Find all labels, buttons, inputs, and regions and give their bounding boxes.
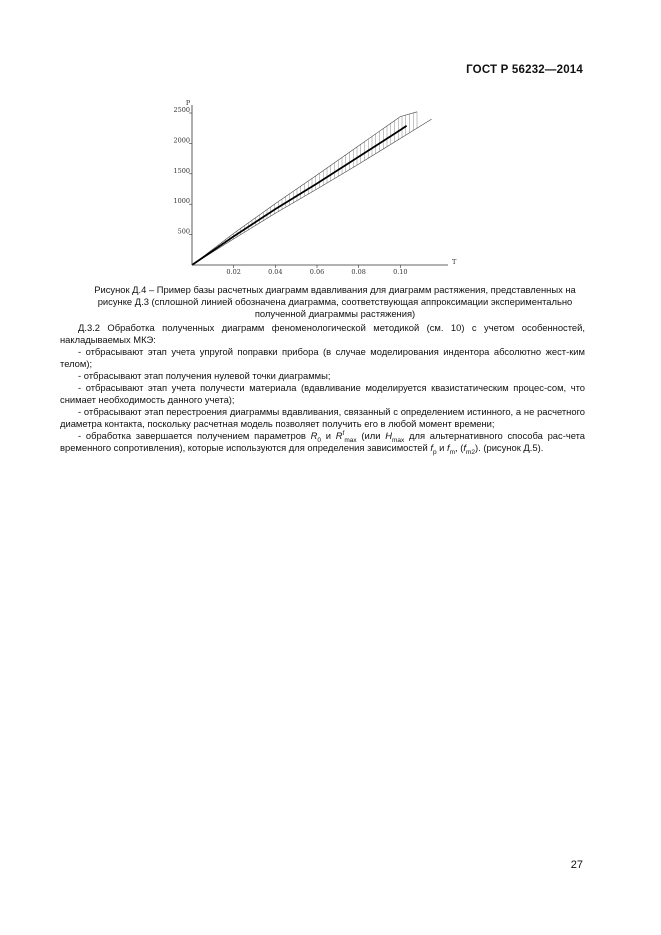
x-tick-label: 0.10	[393, 268, 408, 276]
caption-line-2: рисунке Д.3 (сплошной линией обозначена диаграмма, соответствующая аппроксимации экспериментально	[97, 296, 573, 307]
indentation-chart	[160, 92, 460, 282]
y-tick-label: 1000	[173, 197, 190, 206]
chart-svg	[160, 92, 460, 282]
list-item-result: - обработка завершается получением параметров $R_0$ и $R^f_{max}$ (или $H_{max}$ для альтернативного способа рас-чета временного сопротивления), которые используются для определения зависимостей $f_p$ и $f_m$, $(f_{m2})$. (рисунок Д.5).	[60, 429, 586, 456]
y-tick-label: 500	[177, 227, 190, 236]
x-tick-label: 0.06	[309, 268, 325, 276]
x-axis-label: T	[452, 258, 457, 266]
x-tick-label: 0.02	[226, 268, 241, 276]
approximation-curve	[192, 126, 407, 265]
list-item-rebuild: - отбрасывают этап перестроения диаграммы вдавливания, связанный с определением истинного, а не расчетного диаметра контакта, поскольку расчетная модель позволяет получить его в любой момент времени;	[60, 406, 585, 429]
document-header: ГОСТ Р 56232—2014	[466, 64, 583, 76]
y-tick-label: 2500	[173, 106, 190, 114]
list-item-creep: - отбрасывают этап учета получести материала (вдавливание моделируется квазистатическим процес-сом, что снимает необходимость данного учета);	[60, 382, 585, 405]
figure-caption	[50, 284, 620, 320]
body-text	[60, 322, 585, 454]
page-number: 27	[570, 859, 583, 871]
caption-line-3: полученной диаграммы растяжения)	[254, 308, 416, 319]
list-item-zero-point: - отбрасывают этап получения нулевой точки диаграммы;	[78, 370, 331, 381]
y-axis-label: P	[185, 99, 191, 107]
y-tick-label: 1500	[173, 166, 190, 175]
y-tick-label: 2000	[173, 136, 190, 145]
caption-line-1: Рисунок Д.4 – Пример базы расчетных диаграмм вдавливания для диаграмм растяжения, представленных на	[94, 284, 576, 295]
paragraph-d32: Д.3.2 Обработка полученных диаграмм феноменологической методикой (см. 10) с учетом особенностей, накладываемых МКЭ:	[60, 322, 585, 345]
list-item-elastic: - отбрасывают этап учета упругой поправки прибора (в случае моделирования индентора абсолютно жест-ким телом);	[60, 346, 585, 369]
band-lower-curve	[192, 119, 432, 265]
x-tick-label: 0.04	[268, 268, 283, 276]
x-tick-label: 0.08	[351, 268, 366, 276]
